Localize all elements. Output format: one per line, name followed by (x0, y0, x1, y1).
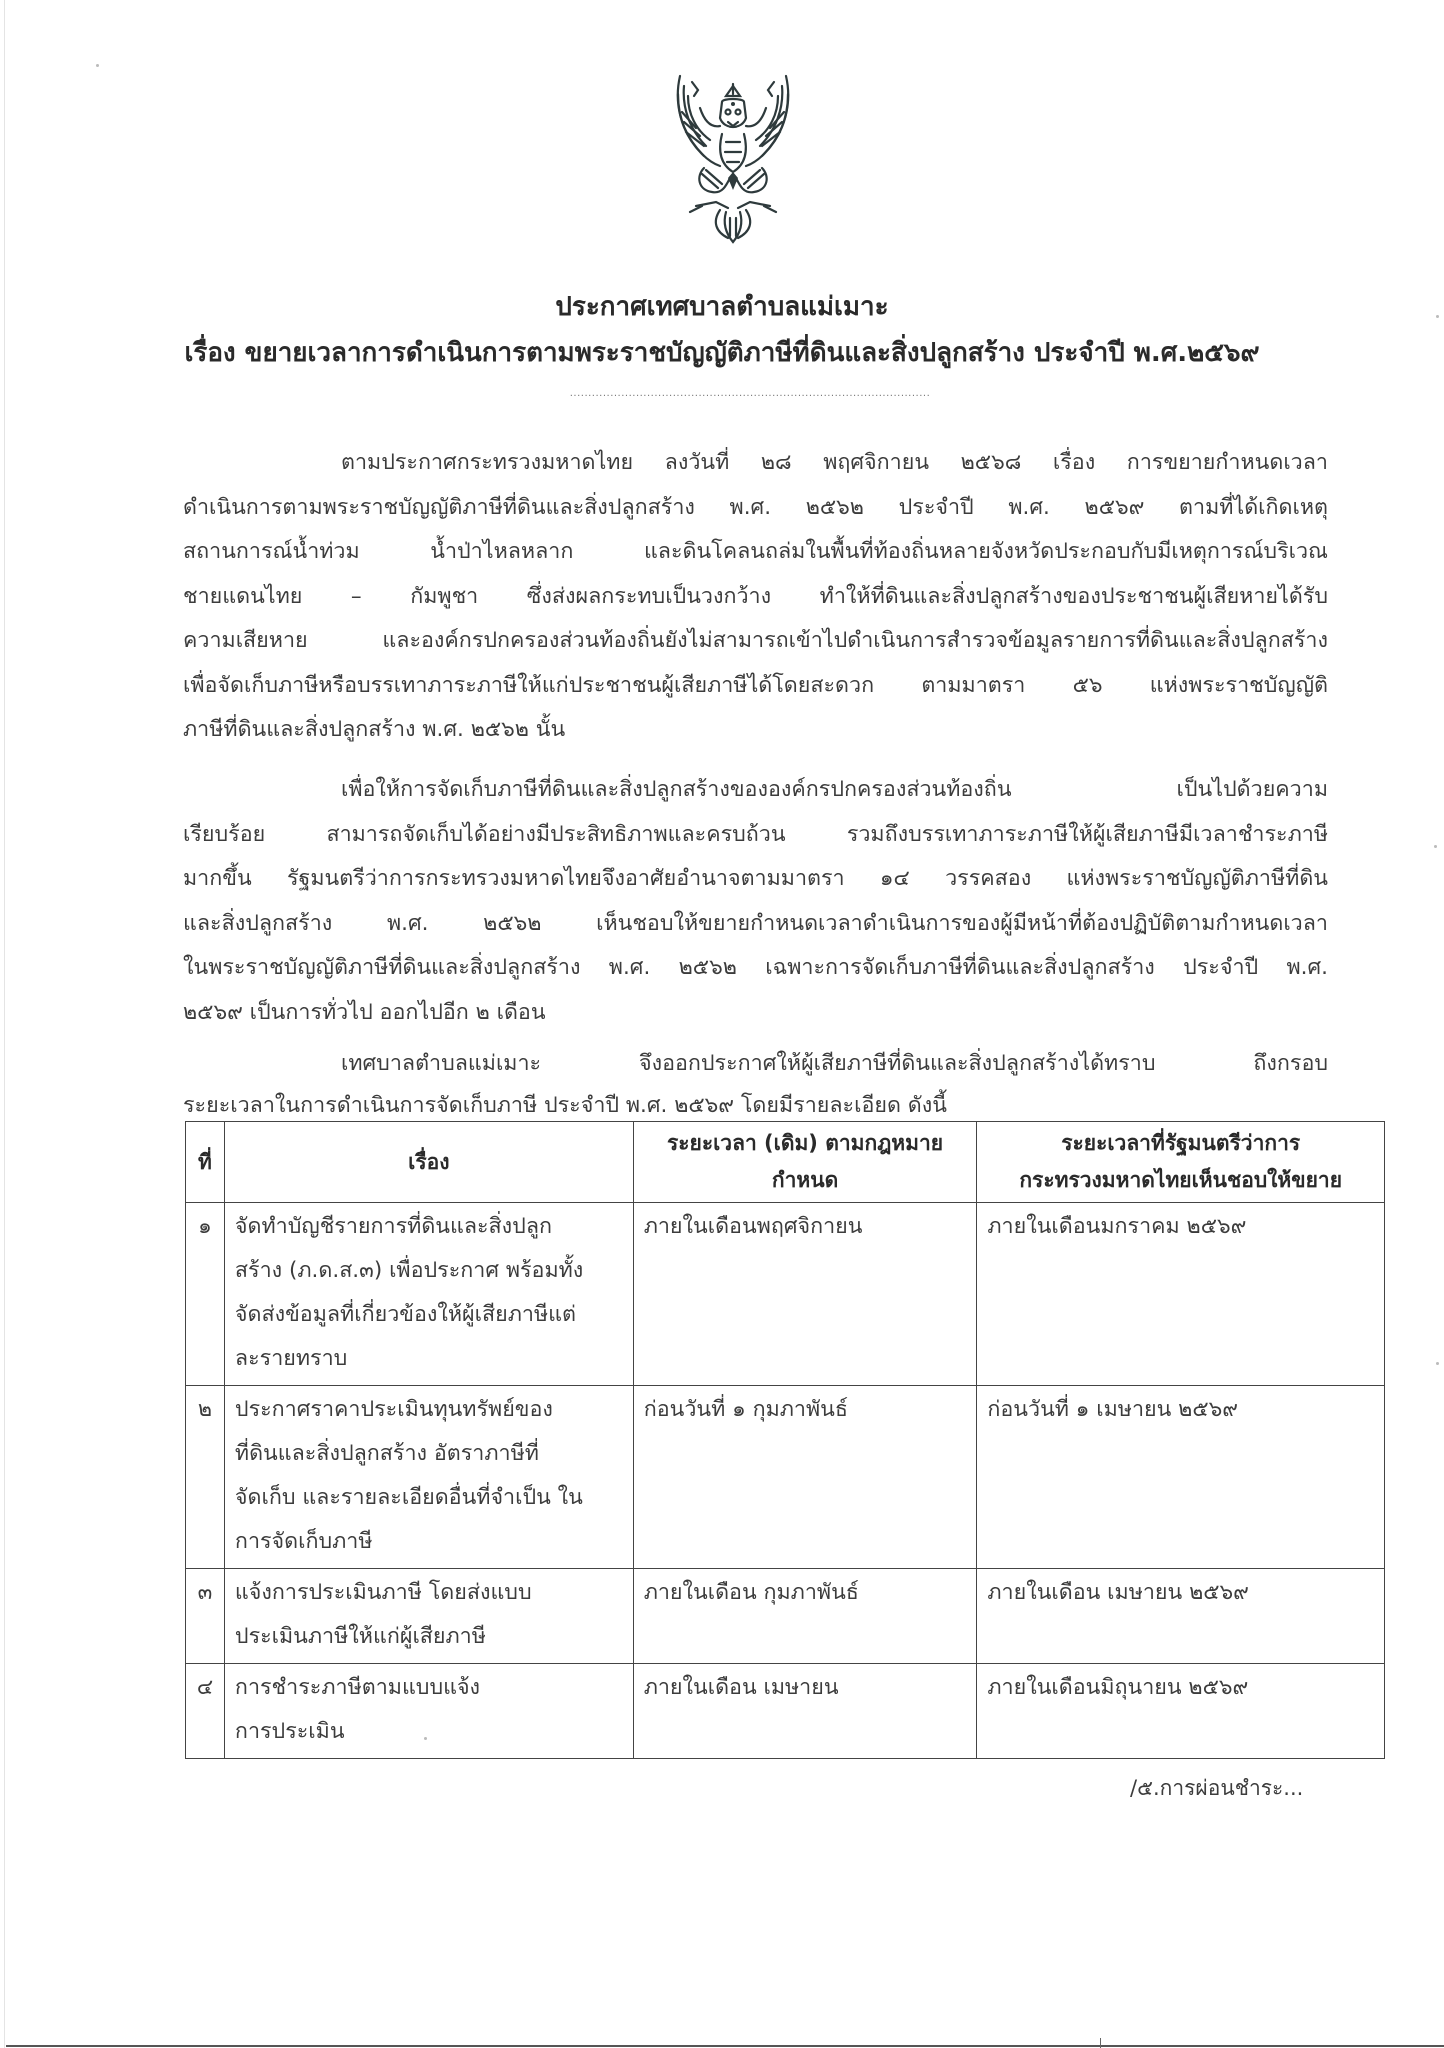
paragraph-line: ภาษีที่ดินและสิ่งปลูกสร้าง พ.ศ. ๒๕๖๒ นั้น (183, 717, 566, 742)
row-number: ๓ (186, 1569, 225, 1664)
row-extended-period: ก่อนวันที่ ๑ เมษายน ๒๕๖๙ (977, 1386, 1385, 1569)
garuda-emblem-icon (672, 72, 794, 250)
header-subject: เรื่อง (224, 1122, 633, 1203)
row-number: ๒ (186, 1386, 225, 1569)
row-subject: จัดทำบัญชีรายการที่ดินและสิ่งปลูก สร้าง (ภ.ด.ส.๓) เพื่อประกาศ พร้อมทั้ง จัดส่งข้อมูลที่เกี่ยวข้องให้ผู้เสียภาษีแต่ ละรายทราบ (224, 1203, 633, 1386)
scan-speck (1434, 845, 1437, 848)
paragraph-line: เพื่อจัดเก็บภาษีหรือบรรเทาภาระภาษีให้แก่ประชาชนผู้เสียภาษีได้โดยสะดวก ตามมาตรา ๕๖ แห่งพระราชบัญญัติ (183, 672, 1328, 698)
paragraph-line: เรียบร้อย สามารถจัดเก็บได้อย่างมีประสิทธิภาพและครบถ้วน รวมถึงบรรเทาภาระภาษีให้ผู้เสียภาษีมีเวลาชำระภาษี (183, 821, 1328, 847)
row-original-period: ภายในเดือน เมษายน (633, 1664, 977, 1759)
paragraph-3 (183, 1042, 1328, 1125)
table-header-row (186, 1122, 1385, 1203)
paragraph-line: ดำเนินการตามพระราชบัญญัติภาษีที่ดินและสิ่งปลูกสร้าง พ.ศ. ๒๕๖๒ ประจำปี พ.ศ. ๒๕๖๙ ตามที่ได้เกิดเหตุ (183, 494, 1328, 520)
table-row (186, 1203, 1385, 1386)
paragraph-line: เทศบาลตำบลแม่เมาะ จึงออกประกาศให้ผู้เสียภาษีที่ดินและสิ่งปลูกสร้างได้ทราบ ถึงกรอบ (341, 1051, 1328, 1076)
paragraph-line: ๒๕๖๙ เป็นการทั่วไป ออกไปอีก ๒ เดือน (183, 999, 546, 1025)
row-number: ๔ (186, 1664, 225, 1759)
continuation-note: /๕.การผ่อนชำระ... (1130, 1776, 1304, 1800)
table-row (186, 1386, 1385, 1569)
table-row (186, 1664, 1385, 1759)
row-original-period: ภายในเดือนพฤศจิกายน (633, 1203, 977, 1386)
paragraph-line: ตามประกาศกระทรวงมหาดไทย ลงวันที่ ๒๘ พฤศจิกายน ๒๕๖๘ เรื่อง การขยายกำหนดเวลา (341, 450, 1328, 475)
row-extended-period: ภายในเดือนมิถุนายน ๒๕๖๙ (977, 1664, 1385, 1759)
paragraph-line: ชายแดนไทย – กัมพูชา ซึ่งส่งผลกระทบเป็นวงกว้าง ทำให้ที่ดินและสิ่งปลูกสร้างของประชาชนผู้เสียหายได้รับ (183, 583, 1328, 609)
paragraph-line: มากขึ้น รัฐมนตรีว่าการกระทรวงมหาดไทยจึงอาศัยอำนาจตามมาตรา ๑๔ วรรคสอง แห่งพระราชบัญญัติภาษีที่ดิน (183, 866, 1328, 891)
announcement-title: ประกาศเทศบาลตำบลแม่เมาะ (555, 292, 889, 322)
header-original-period: ระยะเวลา (เดิม) ตามกฎหมาย กำหนด (633, 1122, 977, 1203)
scan-speck (96, 64, 99, 67)
title-separator: .................................................................................................. (569, 388, 931, 399)
paragraph-2 (183, 768, 1328, 1035)
paragraph-line: ในพระราชบัญญัติภาษีที่ดินและสิ่งปลูกสร้าง พ.ศ. ๒๕๖๒ เฉพาะการจัดเก็บภาษีที่ดินและสิ่งปลูกสร้าง ประจำปี พ.ศ. (183, 955, 1328, 980)
row-original-period: ภายในเดือน กุมภาพันธ์ (633, 1569, 977, 1664)
row-subject: การชำระภาษีตามแบบแจ้ง การประเมิน (224, 1664, 633, 1759)
row-extended-period: ภายในเดือน เมษายน ๒๕๖๙ (977, 1569, 1385, 1664)
paragraph-1 (183, 441, 1328, 753)
row-subject: แจ้งการประเมินภาษี โดยส่งแบบ ประเมินภาษีให้แก่ผู้เสียภาษี (224, 1569, 633, 1664)
row-original-period: ก่อนวันที่ ๑ กุมภาพันธ์ (633, 1386, 977, 1569)
row-subject: ประกาศราคาประเมินทุนทรัพย์ของ ที่ดินและสิ่งปลูกสร้าง อัตราภาษีที่ จัดเก็บ และรายละเอียดอื่นที่จำเป็น ใน การจัดเก็บภาษี (224, 1386, 633, 1569)
table-row (186, 1569, 1385, 1664)
scan-speck (1436, 1362, 1439, 1365)
announcement-subject: เรื่อง ขยายเวลาการดำเนินการตามพระราชบัญญัติภาษีที่ดินและสิ่งปลูกสร้าง ประจำปี พ.ศ.๒๕๖๙ (184, 338, 1260, 368)
next-page-edge (6, 2045, 1444, 2047)
schedule-table (185, 1121, 1385, 1759)
next-page-edge-tick (1100, 2038, 1101, 2048)
paragraph-line: และสิ่งปลูกสร้าง พ.ศ. ๒๕๖๒ เห็นชอบให้ขยายกำหนดเวลาดำเนินการของผู้มีหน้าที่ต้องปฏิบัติตามกำหนดเวลา (183, 910, 1328, 936)
header-no: ที่ (186, 1122, 225, 1203)
row-number: ๑ (186, 1203, 225, 1386)
paragraph-line: เพื่อให้การจัดเก็บภาษีที่ดินและสิ่งปลูกสร้างขององค์กรปกครองส่วนท้องถิ่น เป็นไปด้วยความ (341, 777, 1328, 802)
paragraph-line: สถานการณ์น้ำท่วม น้ำป่าไหลหลาก และดินโคลนถล่มในพื้นที่ท้องถิ่นหลายจังหวัดประกอบกับมีเหตุการณ์บริเวณ (183, 539, 1328, 564)
header-extended-period: ระยะเวลาที่รัฐมนตรีว่าการ กระทรวงมหาดไทยเห็นชอบให้ขยาย (977, 1122, 1385, 1203)
row-extended-period: ภายในเดือนมกราคม ๒๕๖๙ (977, 1203, 1385, 1386)
paragraph-line: ระยะเวลาในการดำเนินการจัดเก็บภาษี ประจำปี พ.ศ. ๒๕๖๙ โดยมีรายละเอียด ดังนี้ (183, 1092, 947, 1118)
paragraph-line: ความเสียหาย และองค์กรปกครองส่วนท้องถิ่นยังไม่สามารถเข้าไปดำเนินการสำรวจข้อมูลรายการที่ดินและสิ่งปลูกสร้าง (183, 628, 1328, 653)
